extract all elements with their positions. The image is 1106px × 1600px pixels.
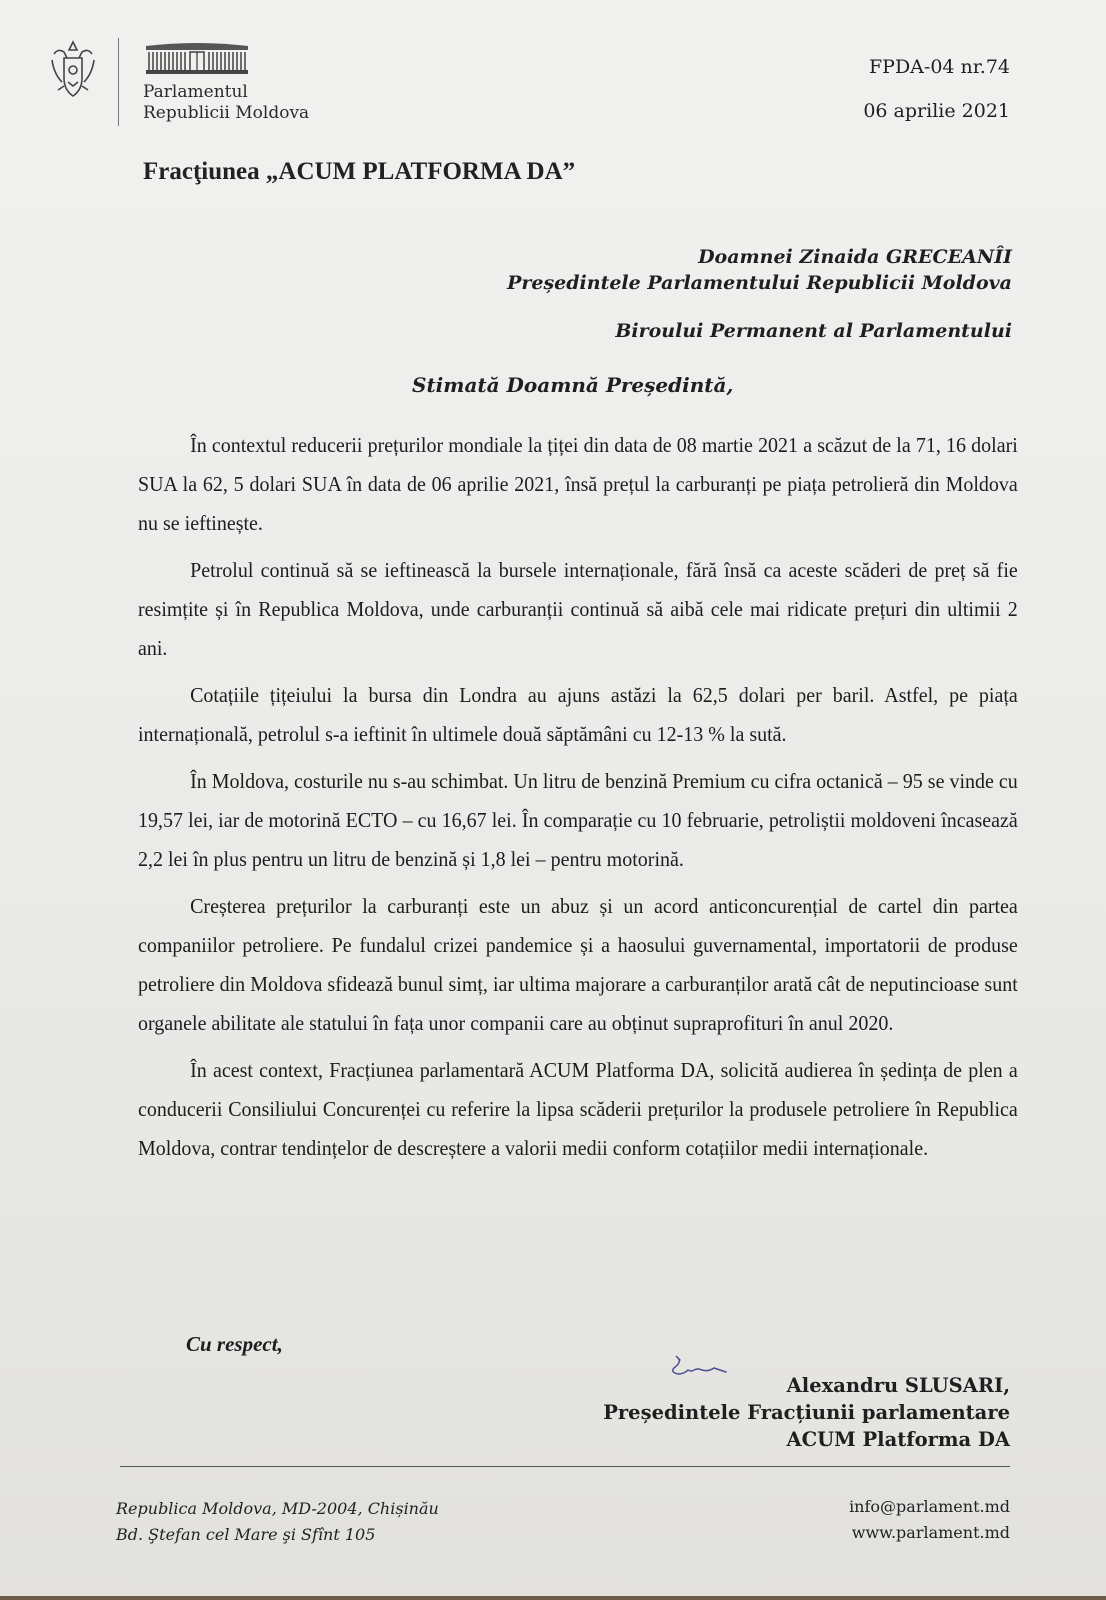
faction-title: Fracţiunea „ACUM PLATFORMA DA”	[143, 158, 576, 185]
recipient-name: Doamnei Zinaida GRECEANÎI	[698, 246, 1012, 268]
salutation: Stimată Doamnă Președintă,	[412, 373, 734, 397]
header-divider	[118, 38, 119, 126]
document-date: 06 aprilie 2021	[863, 100, 1010, 122]
recipient-bureau: Biroului Permanent al Parlamentului	[615, 320, 1012, 342]
organization-name	[143, 82, 309, 124]
signer-name: Alexandru SLUSARI,	[786, 1374, 1010, 1397]
footer-divider	[120, 1466, 1010, 1467]
contact-website[interactable]: www.parlament.md	[851, 1523, 1010, 1542]
reference-number: FPDA-04 nr.74	[868, 56, 1010, 78]
letter-body	[138, 426, 1018, 1176]
body-paragraph: În acest context, Fracțiunea parlamentară ACUM Platforma DA, solicită audierea în ședința de plen a conducerii Consiliului Concurenței cu referire la lipsa scăderii prețurilor la produsele petroliere în Republica Moldova, contrar tendințelor de descreștere a valorii medii conform cotațiilor medii internaționale.	[138, 1058, 1018, 1160]
address-line1: Republica Moldova, MD-2004, Chișinău	[116, 1499, 439, 1518]
parliament-building-icon	[144, 40, 250, 76]
desk-surface	[0, 1596, 1106, 1600]
address-line2: Bd. Ştefan cel Mare şi Sfînt 105	[116, 1525, 376, 1544]
closing-phrase: Cu respect,	[186, 1332, 283, 1356]
moldova-coat-of-arms-icon	[48, 38, 98, 106]
footer-address	[116, 1496, 439, 1548]
body-paragraph: Creșterea prețurilor la carburanți este un abuz și un acord anticoncurențial de cartel din partea companiilor petroliere. Pe fundalul crizei pandemice și a haosului guvernamental, importatorii de produse petroliere din Moldova sfidează bunul simț, iar ultima majorare a carburanților arată cât de neputincioase sunt organele abilitate ale statului în fața unor companii care au obținut supraprofituri în anul 2020.	[138, 894, 1018, 1035]
org-name-line1: Parlamentul	[143, 82, 248, 102]
signer-title-line2: ACUM Platforma DA	[786, 1428, 1010, 1451]
body-paragraph: Petrolul continuă să se ieftinească la bursele internaționale, fără însă ca aceste scăderi de preț să fie resimțite și în Republica Moldova, unde carburanții continuă să aibă cele mai ridicate prețuri din ultimii 2 ani.	[138, 558, 1018, 660]
signer-title-line1: Președintele Fracțiunii parlamentare	[603, 1401, 1010, 1424]
org-name-line2: Republicii Moldova	[143, 103, 310, 123]
footer-contacts	[849, 1494, 1010, 1546]
recipient-title: Președintele Parlamentului Republicii Moldova	[507, 272, 1012, 294]
signer-block	[603, 1372, 1010, 1453]
document-reference	[863, 56, 1010, 144]
body-paragraph: Cotațiile țițeiului la bursa din Londra au ajuns astăzi la 62,5 dolari per baril. Astfel, pe piața internațională, petrolul s-a ieftinit în ultimele două săptămâni cu 12-13 % la sută.	[138, 683, 1018, 746]
body-paragraph: În Moldova, costurile nu s-au schimbat. Un litru de benzină Premium cu cifra octanică – 95 se vinde cu 19,57 lei, iar de motorină ECTO – cu 16,67 lei. În comparație cu 10 februarie, petroliștii moldoveni încasează 2,2 lei în plus pentru un litru de benzină și 1,8 lei – pentru motorină.	[138, 769, 1018, 871]
contact-email[interactable]: info@parlament.md	[849, 1497, 1010, 1516]
body-paragraph: În contextul reducerii prețurilor mondiale la țiței din data de 08 martie 2021 a scăzut de la 71, 16 dolari SUA la 62, 5 dolari SUA în data de 06 aprilie 2021, însă prețul la carburanți pe piața petrolieră din Moldova nu se ieftinește.	[138, 433, 1018, 535]
